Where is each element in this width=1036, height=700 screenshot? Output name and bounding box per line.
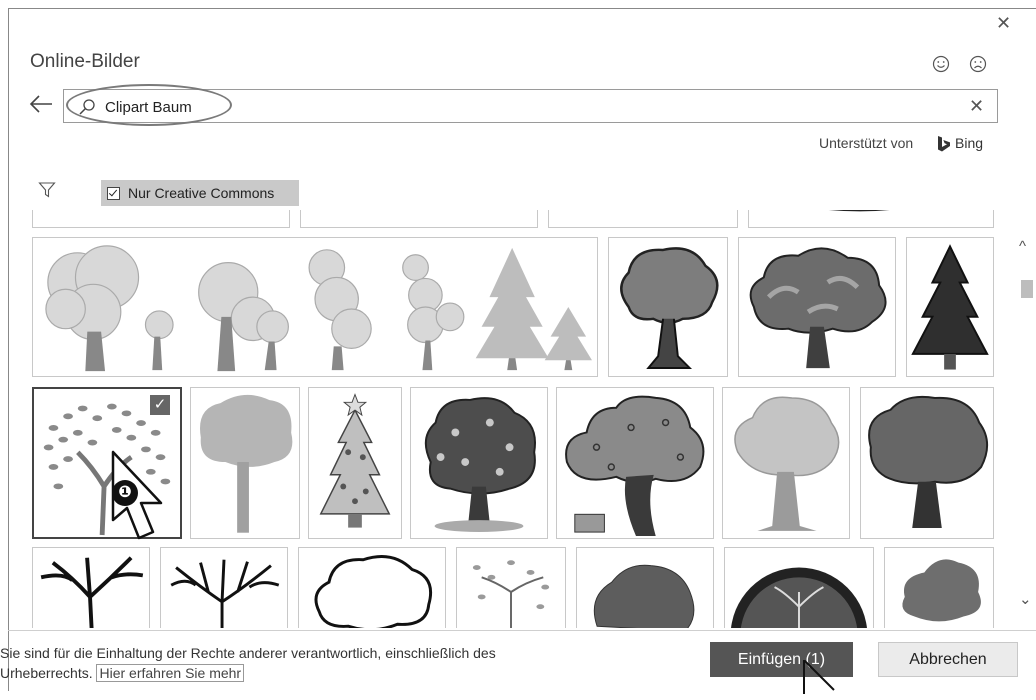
dialog-title: Online-Bilder: [30, 51, 140, 72]
smiley-sad-icon[interactable]: [969, 55, 987, 73]
close-icon[interactable]: ✕: [996, 13, 1012, 33]
result-tile-bush-tree[interactable]: [576, 547, 714, 628]
creative-commons-filter[interactable]: [101, 180, 299, 206]
bing-label: Bing: [955, 135, 984, 151]
search-input[interactable]: [63, 89, 998, 123]
powered-by-text: Unterstützt von: [819, 135, 914, 151]
result-tile-round-emblem-tree[interactable]: [724, 547, 874, 628]
rights-notice: [0, 643, 620, 683]
result-tile-simple-tree[interactable]: [190, 387, 300, 539]
search-icon: [78, 98, 96, 116]
result-tile[interactable]: [32, 210, 290, 228]
results-grid: [0, 210, 1018, 628]
scrollbar-thumb[interactable]: [1021, 280, 1033, 298]
selected-check-icon: ✓: [150, 395, 170, 415]
result-tile-apple-tree[interactable]: [556, 387, 714, 539]
result-tile-bare-branches-2[interactable]: [160, 547, 288, 628]
result-tile-bare-branches-1[interactable]: [32, 547, 150, 628]
bing-logo-icon: [936, 135, 952, 153]
scroll-up-icon[interactable]: ^: [1019, 238, 1027, 255]
result-tile[interactable]: [300, 210, 538, 228]
result-tile-orange-tree[interactable]: [608, 237, 728, 377]
rights-notice-line1: Sie sind für die Einhaltung der Rechte anderer verantwortlich, einschließlich des: [0, 645, 496, 661]
result-tile-trees-collection[interactable]: [32, 237, 598, 377]
result-tile-green-tree[interactable]: [738, 237, 896, 377]
creative-commons-label: Nur Creative Commons: [128, 185, 275, 201]
search-query[interactable]: Clipart Baum: [105, 99, 192, 116]
filter-icon[interactable]: [38, 181, 56, 199]
clear-icon[interactable]: ✕: [969, 96, 985, 116]
result-tile-outline-tree[interactable]: [298, 547, 446, 628]
rights-notice-line2: Urheberrechts.: [0, 665, 93, 681]
learn-more-link[interactable]: Hier erfahren Sie mehr: [96, 664, 244, 682]
result-tile-pine-tree[interactable]: [884, 547, 994, 628]
result-tile[interactable]: [748, 210, 994, 228]
result-tile-dark-tree[interactable]: [860, 387, 994, 539]
mouse-pointer-icon: [796, 660, 846, 700]
step-number-badge: ❶: [112, 480, 138, 506]
result-tile-berry-tree[interactable]: [456, 547, 566, 628]
result-tile-christmas-tree[interactable]: [308, 387, 402, 539]
smiley-happy-icon[interactable]: [932, 55, 950, 73]
insert-button[interactable]: Einfügen (1): [710, 642, 853, 677]
result-tile-pastel-tree[interactable]: [722, 387, 850, 539]
creative-commons-checkbox[interactable]: [107, 187, 120, 200]
scroll-down-icon[interactable]: ⌄: [1019, 591, 1032, 608]
cancel-button[interactable]: Abbrechen: [878, 642, 1018, 677]
result-tile[interactable]: [548, 210, 738, 228]
result-tile-fruit-tree[interactable]: [410, 387, 548, 539]
footer-divider: [8, 630, 1036, 631]
result-tile-fir-tree[interactable]: [906, 237, 994, 377]
back-arrow-icon[interactable]: [28, 93, 54, 115]
